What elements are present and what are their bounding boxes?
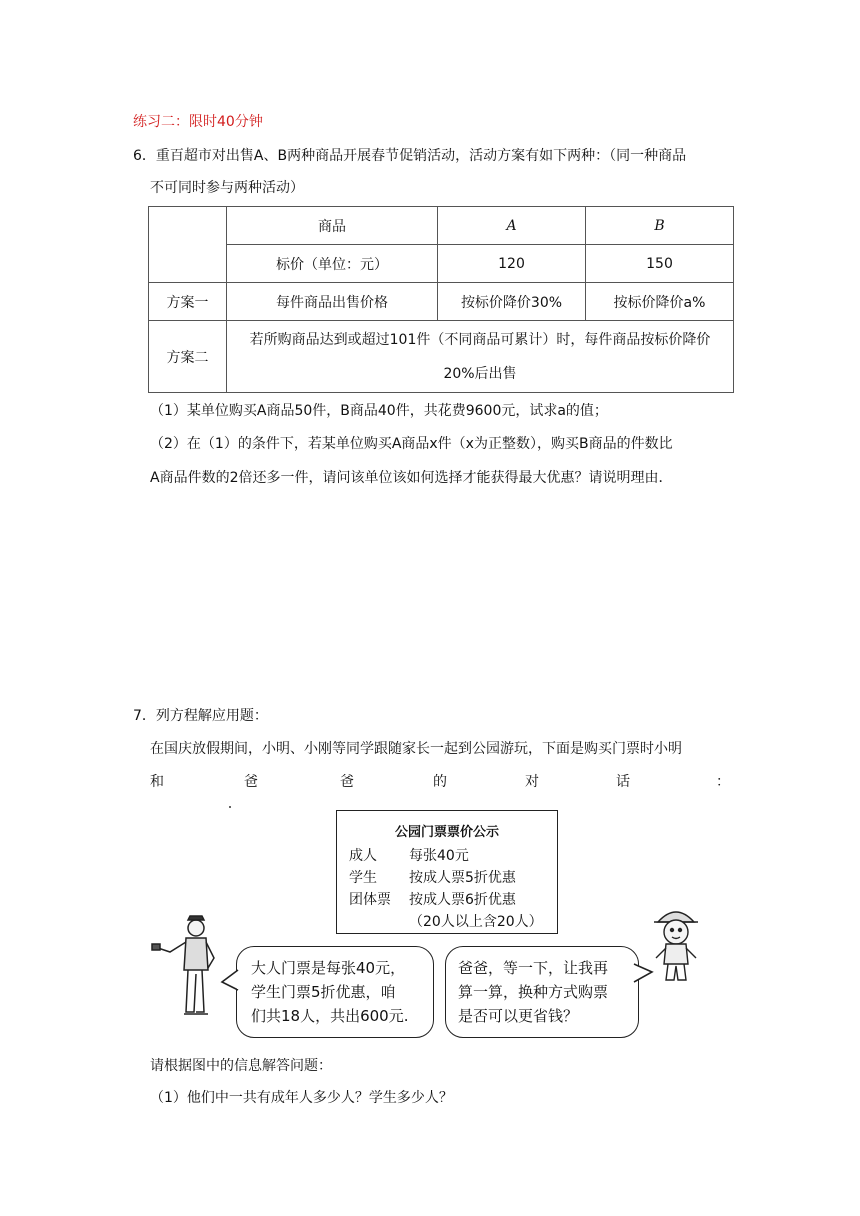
q7-title: 7．列方程解应用题： xyxy=(133,708,268,724)
q7-word: 爸 xyxy=(340,774,354,790)
bubble-kid-line: 算一算，换种方式购票 xyxy=(458,983,609,1001)
table-col-a: A xyxy=(438,207,586,245)
bubble-dad-line: 大人门票是每张40元， xyxy=(251,959,406,977)
stray-dot xyxy=(229,806,231,808)
table-plan1-b: 按标价降价a% xyxy=(586,283,734,321)
q7-word: ： xyxy=(716,774,730,790)
table-col-b: B xyxy=(586,207,734,245)
dad-illustration xyxy=(150,912,230,1020)
bubble-dad-tail xyxy=(220,968,242,994)
promotion-table xyxy=(148,206,734,393)
table-plan2-desc xyxy=(227,321,734,393)
q7-line1: 在国庆放假期间，小明、小刚等同学跟随家长一起到公园游玩，下面是购买门票时小明 xyxy=(150,741,682,757)
table-price-b: 150 xyxy=(586,245,734,283)
notice-row: 成人 每张40元 xyxy=(349,848,469,864)
q6-text-line1: 6．重百超市对出售A、B两种商品开展春节促销活动，活动方案有如下两种：（同一种商品 xyxy=(133,148,687,164)
table-price-a: 120 xyxy=(438,245,586,283)
q7-word: 对 xyxy=(525,774,539,790)
q7-word: 话 xyxy=(616,774,630,790)
table-plan1-desc: 每件商品出售价格 xyxy=(227,283,438,321)
speech-bubble-dad xyxy=(236,946,434,1038)
notice-title: 公园门票票价公示 xyxy=(394,825,499,840)
table-header-label: 商品 xyxy=(227,207,438,245)
table-plan2-line2: 20%后出售 xyxy=(443,365,517,382)
bubble-kid-tail xyxy=(630,962,654,988)
bubble-dad-line: 们共18人，共出600元. xyxy=(251,1007,409,1025)
table-plan1-label: 方案一 xyxy=(149,283,227,321)
q7-prompt: 请根据图中的信息解答问题： xyxy=(150,1058,332,1074)
table-corner-cell xyxy=(149,207,227,283)
q6-part1: （1）某单位购买A商品50件，B商品40件，共花费9600元，试求a的值； xyxy=(150,403,608,419)
table-plan2-line1: 若所购商品达到或超过101件（不同商品可累计）时，每件商品按标价降价 xyxy=(249,331,711,348)
q6-part2-line1: （2）在（1）的条件下，若某单位购买A商品x件（x为正整数），购买B商品的件数比 xyxy=(150,436,673,452)
q7-word: 爸 xyxy=(244,774,258,790)
table-plan1-a: 按标价降价30% xyxy=(438,283,586,321)
q6-text-line2: 不可同时参与两种活动） xyxy=(150,180,304,196)
table-price-label: 标价（单位：元） xyxy=(227,245,438,283)
q7-word: 的 xyxy=(433,774,447,790)
bubble-kid-line: 爸爸，等一下，让我再 xyxy=(458,959,609,977)
kid-illustration xyxy=(648,902,704,986)
table-plan2-label: 方案二 xyxy=(149,321,227,393)
notice-row: （20人以上含20人） xyxy=(409,914,543,930)
speech-bubble-kid xyxy=(445,946,639,1038)
section-title: 练习二：限时40分钟 xyxy=(133,114,263,130)
bubble-kid-line: 是否可以更省钱？ xyxy=(458,1007,579,1025)
q6-part2-line2: A商品件数的2倍还多一件，请问该单位该如何选择才能获得最大优惠？请说明理由． xyxy=(150,470,673,486)
notice-row: 学生 按成人票5折优惠 xyxy=(349,870,516,886)
notice-row: 团体票 按成人票6折优惠 xyxy=(349,892,516,908)
q7-word: 和 xyxy=(150,774,164,790)
ticket-price-notice xyxy=(336,810,558,934)
bubble-dad-line: 学生门票5折优惠，咱 xyxy=(251,983,396,1001)
q7-part1: （1）他们中一共有成年人多少人？学生多少人？ xyxy=(150,1090,453,1106)
